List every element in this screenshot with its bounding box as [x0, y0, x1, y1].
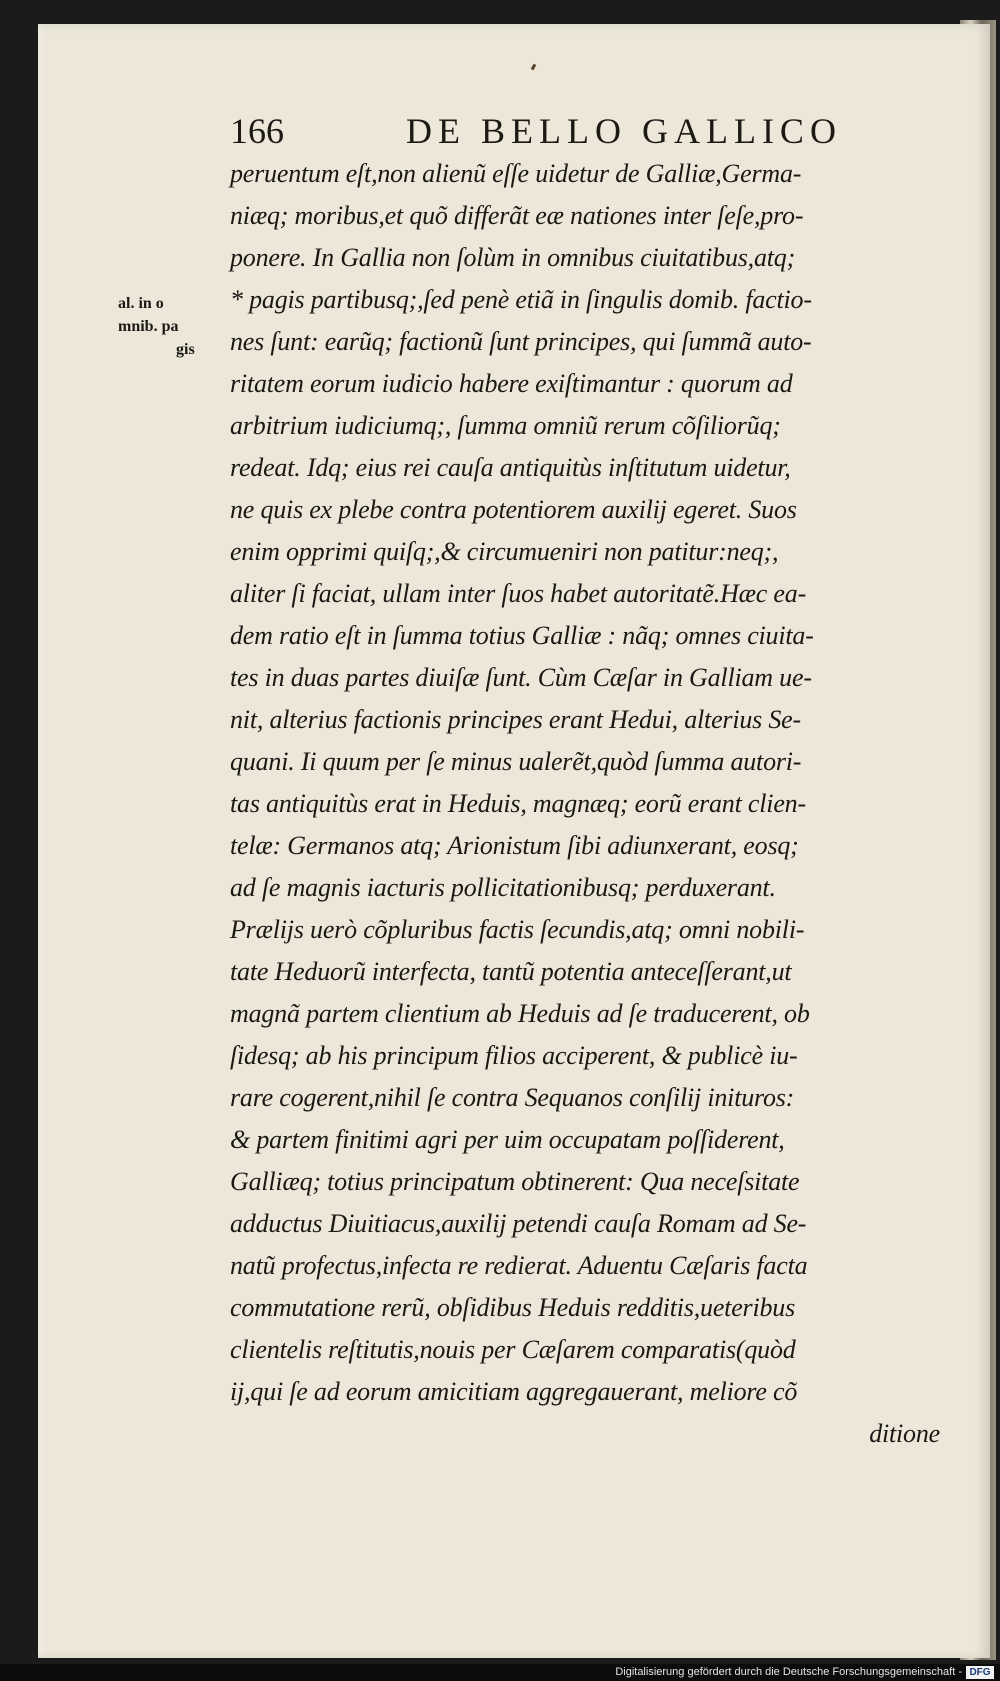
text-line: nes ſunt: earũq; factionũ ſunt principes, qui ſummã auto- [230, 327, 812, 356]
text-line: dem ratio eſt in ſumma totius Galliæ : nãq; omnes ciuita- [230, 621, 814, 650]
text-line: tes in duas partes diuiſæ ſunt. Cùm Cæſar in Galliam ue- [230, 663, 812, 692]
dfg-logo-icon: DFG [966, 1666, 994, 1679]
text-line: ſidesq; ab his principum filios acciperent, & publicè iu- [230, 1041, 798, 1070]
text-line: ad ſe magnis iacturis pollicitationibusq; perduxerant. [230, 873, 776, 902]
text-line: enim opprimi quiſq;,& circumueniri non patitur:neq;, [230, 537, 779, 566]
text-line: aliter ſi faciat, ullam inter ſuos habet autoritatẽ.Hæc ea- [230, 579, 807, 608]
text-line: natũ profectus,infecta re redierat. Aduentu Cæſaris facta [230, 1251, 808, 1280]
body-text [230, 153, 950, 1455]
paper-speck [531, 64, 537, 71]
footer-credit: Digitalisierung gefördert durch die Deutsche Forschungsgemeinschaft - [615, 1666, 962, 1678]
text-line: nit, alterius factionis principes erant Hedui, alterius Se- [230, 705, 801, 734]
marginal-note-line: al. in o [118, 295, 164, 312]
text-line: ne quis ex plebe contra potentiorem auxilij egeret. Suos [230, 495, 797, 524]
marginal-note [118, 292, 218, 361]
text-line: ij,qui ſe ad eorum amicitiam aggregauerant, meliore cõ [230, 1377, 798, 1406]
page-header [230, 110, 870, 150]
text-line: Prælijs uerò cõpluribus factis ſecundis,atq; omni nobili- [230, 915, 805, 944]
text-line: magnã partem clientium ab Heduis ad ſe traducerent, ob [230, 999, 810, 1028]
text-line: arbitrium iudiciumq;, ſumma omniũ rerum cõſiliorũq; [230, 411, 781, 440]
text-line: * pagis partibusq;,ſed penè etiã in ſingulis domib. factio- [230, 285, 812, 314]
text-line: peruentum eſt,non alienũ eſſe uidetur de Galliæ,Germa- [230, 159, 802, 188]
text-line: & partem finitimi agri per uim occupatam poſſiderent, [230, 1125, 785, 1154]
text-line-catchword: ditione [869, 1419, 940, 1448]
text-line: Galliæq; totius principatum obtinerent: Qua neceſsitate [230, 1167, 800, 1196]
text-line: adductus Diuitiacus,auxilij petendi cauſa Romam ad Se- [230, 1209, 807, 1238]
text-line: tas antiquitùs erat in Heduis, magnæq; eorũ erant clien- [230, 789, 806, 818]
text-line: quani. Ii quum per ſe minus ualerẽt,quòd ſumma autori- [230, 747, 802, 776]
text-line: tate Heduorũ interfecta, tantũ potentia anteceſſerant,ut [230, 957, 792, 986]
marginal-note-line: mnib. pa [118, 318, 179, 335]
text-line: clientelis reſtitutis,nouis per Cæſarem comparatis(quòd [230, 1335, 796, 1364]
text-line: ritatem eorum iudicio habere exiſtimantur : quorum ad [230, 369, 793, 398]
text-line: redeat. Idq; eius rei cauſa antiquitùs inſtitutum uidetur, [230, 453, 791, 482]
text-line: telæ: Germanos atq; Arionistum ſibi adiunxerant, eosq; [230, 831, 799, 860]
text-line: commutatione rerũ, obſidibus Heduis redditis,ueteribus [230, 1293, 796, 1322]
text-line: rare cogerent,nihil ſe contra Sequanos conſilij inituros: [230, 1083, 795, 1112]
page-number: 166 [230, 111, 284, 151]
running-title: DE BELLO GALLICO [406, 111, 842, 151]
text-line: ponere. In Gallia non ſolùm in omnibus ciuitatibus,atq; [230, 243, 796, 272]
marginal-note-line: gis [176, 341, 195, 358]
text-line: niæq; moribus,et quõ differãt eæ nationes inter ſeſe,pro- [230, 201, 804, 230]
